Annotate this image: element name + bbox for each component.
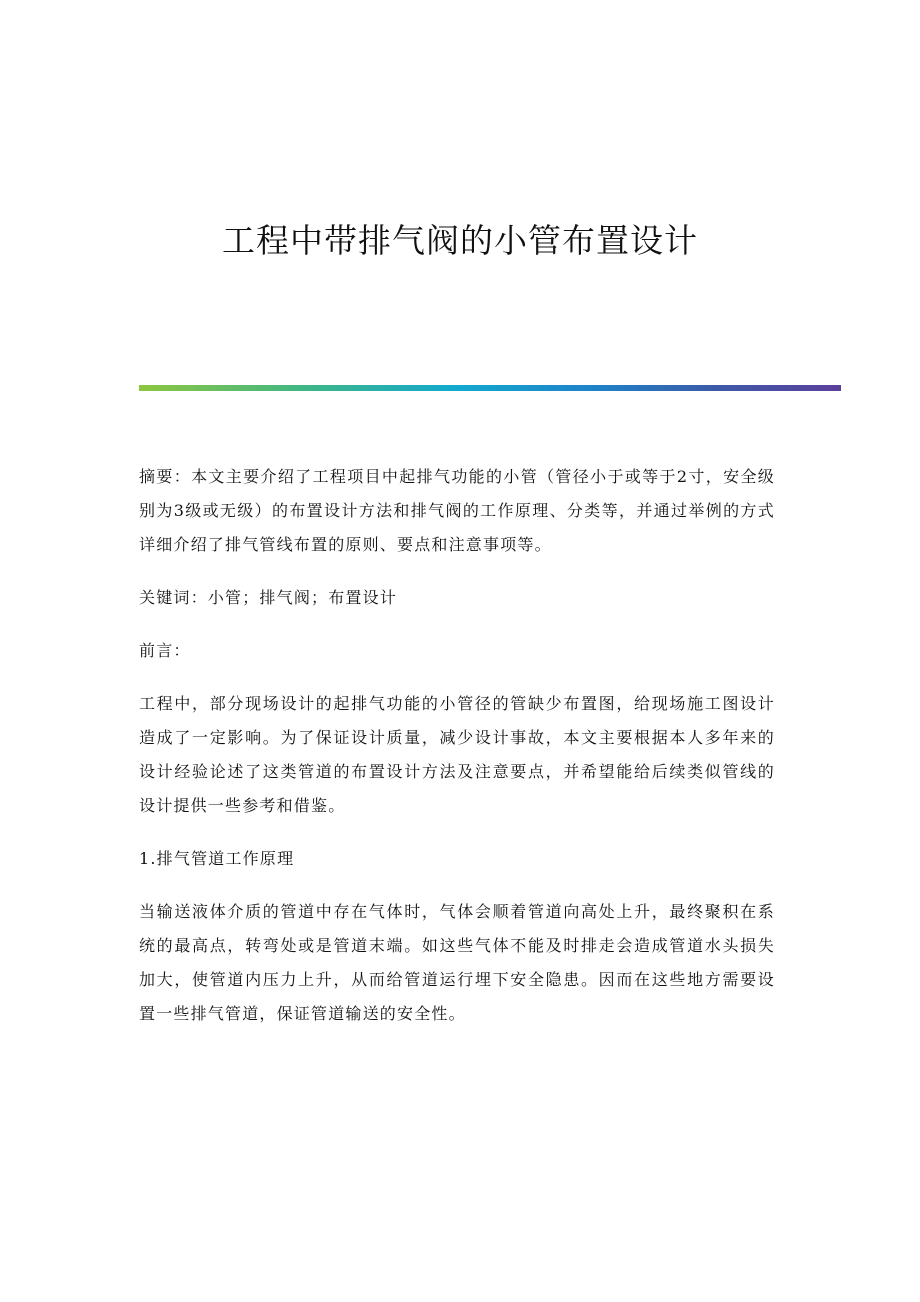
section-1-heading: 1.排气管道工作原理 [139, 849, 295, 868]
keywords-text: 小管；排气阀；布置设计 [207, 588, 398, 607]
preface-paragraph: 工程中，部分现场设计的起排气功能的小管径的管缺少布置图，给现场施工图设计造成了一定影响。为了保证设计质量，减少设计事故，本文主要根据本人多年来的设计经验论述了这类管道的布置设计方法及注意要点，并希望能给后续类似管线的设计提供一些参考和借鉴。 [139, 694, 775, 815]
document-body [139, 460, 775, 1050]
title-divider [139, 385, 841, 391]
abstract-label: 摘要： [139, 467, 192, 486]
keywords-label: 关键词： [139, 588, 208, 607]
section-1-paragraph: 当输送液体介质的管道中存在气体时，气体会顺着管道向高处上升，最终聚积在系统的最高点，转弯处或是管道末端。如这些气体不能及时排走会造成管道水头损失加大，使管道内压力上升，从而给管道运行埋下安全隐患。因而在这些地方需要设置一些排气管道，保证管道输送的安全性。 [139, 902, 775, 1023]
preface-heading: 前言： [139, 641, 191, 660]
abstract-paragraph [139, 460, 775, 562]
abstract-text: 本文主要介绍了工程项目中起排气功能的小管（管径小于或等于2寸，安全级别为3级或无级）的布置设计方法和排气阀的工作原理、分类等，并通过举例的方式详细介绍了排气管线布置的原则、要点和注意事项等。 [139, 467, 775, 554]
keywords-paragraph [139, 581, 775, 615]
document-title: 工程中带排气阀的小管布置设计 [222, 221, 698, 260]
